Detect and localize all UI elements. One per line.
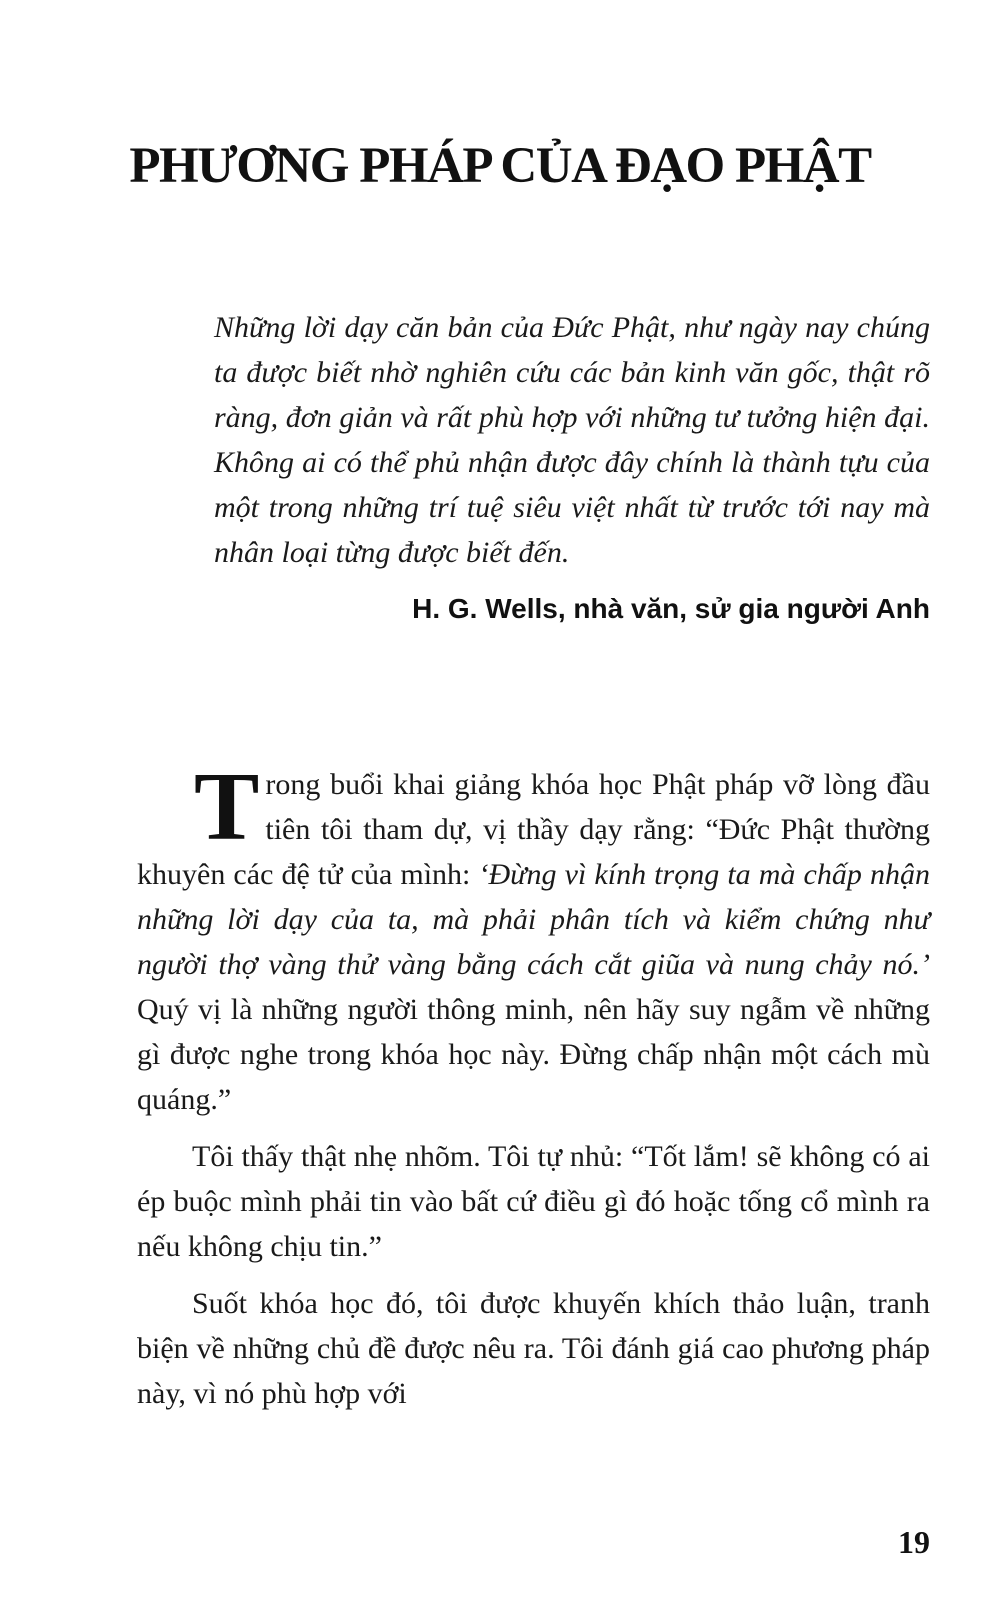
body-paragraph-2: Tôi thấy thật nhẹ nhõm. Tôi tự nhủ: “Tốt lắm! sẽ không có ai ép buộc mình phải tin vào bất cứ điều gì đó hoặc tống cổ mình ra nếu không chịu tin.” <box>137 1140 930 1263</box>
body-paragraph-1 <box>137 753 930 1122</box>
buddha-quote: ‘Đừng vì kính trọng ta mà chấp nhận những lời dạy của ta, mà phải phân tích và kiểm chứng như người thợ vàng thử vàng bằng cách cắt giũa và nung chảy nó.’ <box>137 858 930 981</box>
paragraph-1-opening: rong buổi khai giảng khóa học Phật pháp vỡ lòng đầu tiên tôi tham dự, vị thầy dạy rằng: “Đức Phật thường khuyên các đệ tử của mình: <box>137 768 930 891</box>
body-paragraph-3: Suốt khóa học đó, tôi được khuyến khích thảo luận, tranh biện về những chủ đề được nêu ra. Tôi đánh giá cao phương pháp này, vì nó phù hợp với <box>137 1287 930 1410</box>
epigraph <box>214 305 930 627</box>
drop-cap: T <box>194 753 260 861</box>
epigraph-attribution: H. G. Wells, nhà văn, sử gia người Anh <box>412 593 930 624</box>
chapter-title: PHƯƠNG PHÁP CỦA ĐẠO PHẬT <box>129 138 871 194</box>
page-number: 19 <box>898 1524 930 1560</box>
body-text <box>137 753 930 1428</box>
paragraph-1-closing: Quý vị là những người thông minh, nên hãy suy ngẫm về những gì được nghe trong khóa học này. Đừng chấp nhận một cách mù quáng.” <box>137 993 930 1116</box>
epigraph-quote: Những lời dạy căn bản của Đức Phật, như ngày nay chúng ta được biết nhờ nghiên cứu các bản kinh văn gốc, thật rõ ràng, đơn giản và rất phù hợp với những tư tưởng hiện đại. Không ai có thể phủ nhận được đây chính là thành tựu của một trong những trí tuệ siêu việt nhất từ trước tới nay mà nhân loại từng được biết đến. <box>214 311 930 569</box>
